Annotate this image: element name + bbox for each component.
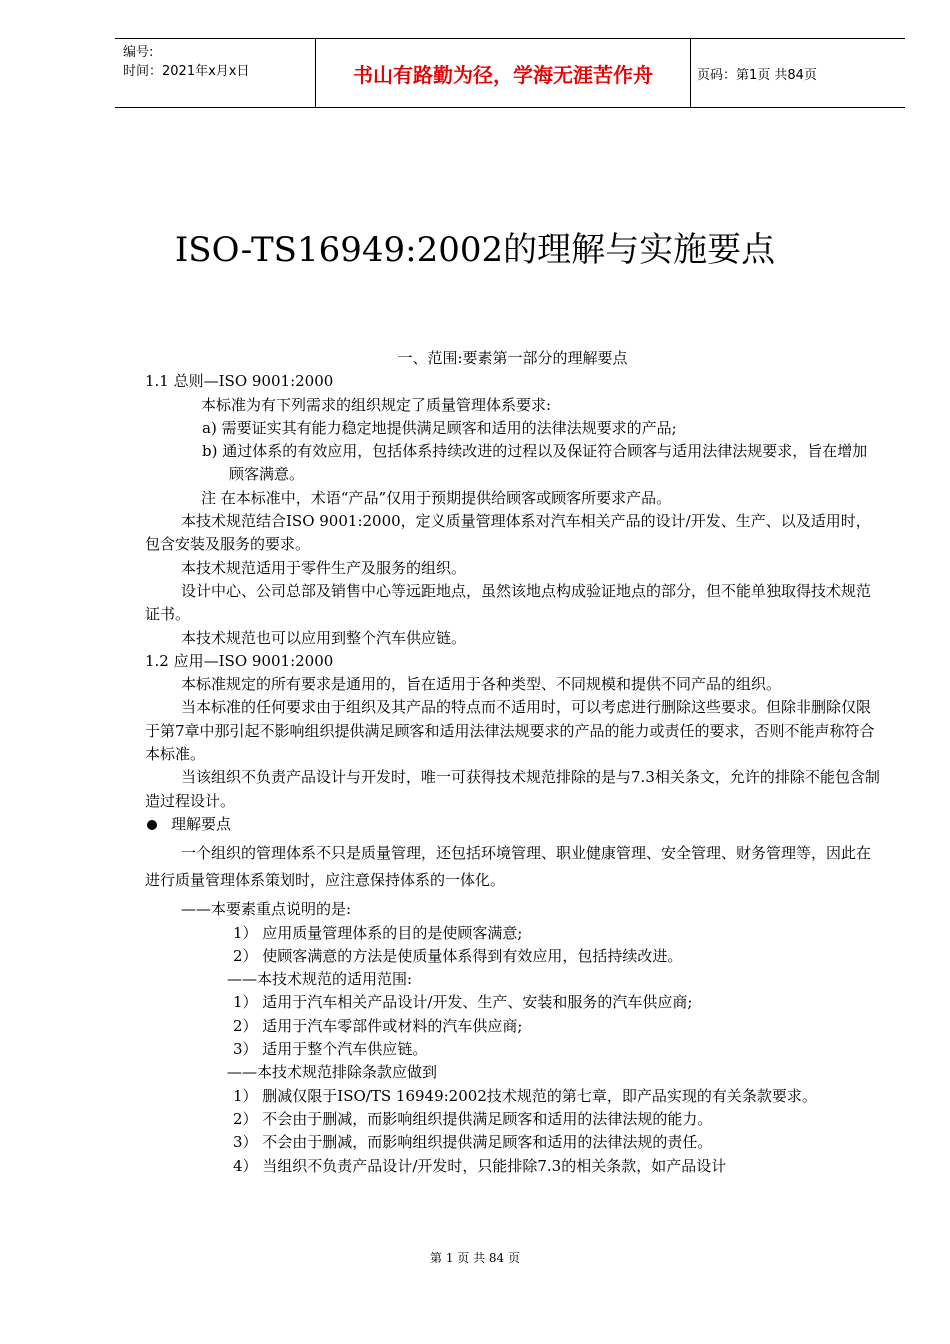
section-1-1-heading: 1.1 总则—ISO 9001:2000 (145, 372, 334, 391)
paragraph: 一个组织的管理体系不只是质量管理，还包括环境管理、职业健康管理、安全管理、财务管理等，因此在进行质量管理体系策划时，应注意保持体系的一体化。 (145, 844, 872, 890)
header-meta (123, 43, 313, 81)
bullet-heading (145, 813, 880, 836)
paragraph: 本技术规范也可以应用到整个汽车供应链。 (181, 628, 467, 647)
page-header (115, 38, 905, 108)
subheading: ——本技术规范排除条款应做到 (227, 1063, 438, 1082)
subheading: ——本要素重点说明的是: (181, 900, 352, 919)
subheading: ——本技术规范的适用范围: (227, 970, 413, 989)
document-title: ISO-TS16949:2002的理解与实施要点 (174, 230, 776, 270)
page-footer: 第 1 页 共 84 页 (430, 1251, 520, 1265)
note: 注 在本标准中，术语“产品”仅用于预期提供给顾客或顾客所要求产品。 (201, 488, 672, 507)
bullet-icon (147, 820, 157, 830)
header-number-label: 编号: (123, 45, 154, 60)
list-item: 3） 适用于整个汽车供应链。 (233, 1040, 428, 1059)
bullet-label: 理解要点 (171, 814, 232, 833)
list-item: 1） 应用质量管理体系的目的是使顾客满意; (233, 923, 523, 942)
list-item: 2） 使顾客满意的方法是使质量体系得到有效应用，包括持续改进。 (233, 946, 683, 965)
list-item: b) 通过体系的有效应用，包括体系持续改进的过程以及保证符合顾客与适用法律法规要求，旨在增加顾客满意。 (202, 442, 868, 484)
paragraph: 设计中心、公司总部及销售中心等远距地点，虽然该地点构成验证地点的部分，但不能单独取得技术规范证书。 (145, 581, 872, 624)
list-item: 1） 删减仅限于ISO/TS 16949:2002技术规范的第七章，即产品实现的有关条款要求。 (233, 1086, 817, 1105)
header-motto: 书山有路勤为径，学海无涯苦作舟 (315, 39, 691, 107)
paragraph: 本技术规范适用于零件生产及服务的组织。 (181, 558, 467, 577)
header-page-info: 页码：第1页 共84页 (697, 67, 817, 83)
paragraph: 本标准规定的所有要求是通用的，旨在适用于各种类型、不同规模和提供不同产品的组织。 (181, 675, 782, 694)
section-heading: 一、范围:要素第一部分的理解要点 (397, 349, 628, 367)
section-1-2-heading: 1.2 应用—ISO 9001:2000 (145, 651, 334, 670)
list-item: 4） 当组织不负责产品设计/开发时，只能排除7.3的相关条款，如产品设计 (233, 1156, 727, 1175)
paragraph: 本技术规范结合ISO 9001:2000，定义质量管理体系对汽车相关产品的设计/开发、生产、以及适用时，包含安装及服务的要求。 (145, 512, 871, 554)
list-item: 3） 不会由于删减，而影响组织提供满足顾客和适用的法律法规的责任。 (233, 1133, 713, 1152)
list-item: 2） 适用于汽车零部件或材料的汽车供应商; (233, 1016, 523, 1035)
header-time-label: 时间：2021年x月x日 (123, 64, 250, 79)
list-item: 1） 适用于汽车相关产品设计/开发、生产、安装和服务的汽车供应商; (233, 993, 693, 1012)
list-item: a) 需要证实其有能力稳定地提供满足顾客和适用的法律法规要求的产品; (202, 418, 677, 437)
list-item: 2） 不会由于删减，而影响组织提供满足顾客和适用的法律法规的能力。 (233, 1109, 713, 1128)
document-body (145, 347, 880, 1178)
paragraph: 当该组织不负责产品设计与开发时，唯一可获得技术规范排除的是与7.3相关条文，允许的排除不能包含制造过程设计。 (145, 768, 880, 810)
paragraph: 本标准为有下列需求的组织规定了质量管理体系要求: (201, 395, 552, 414)
paragraph: 当本标准的任何要求由于组织及其产品的特点而不适用时，可以考虑进行删除这些要求。但除非删除仅限于第7章中那引起不影响组织提供满足顾客和适用法律法规要求的产品的能力或责任的要求，否则不能声称符合本标准。 (145, 698, 875, 764)
